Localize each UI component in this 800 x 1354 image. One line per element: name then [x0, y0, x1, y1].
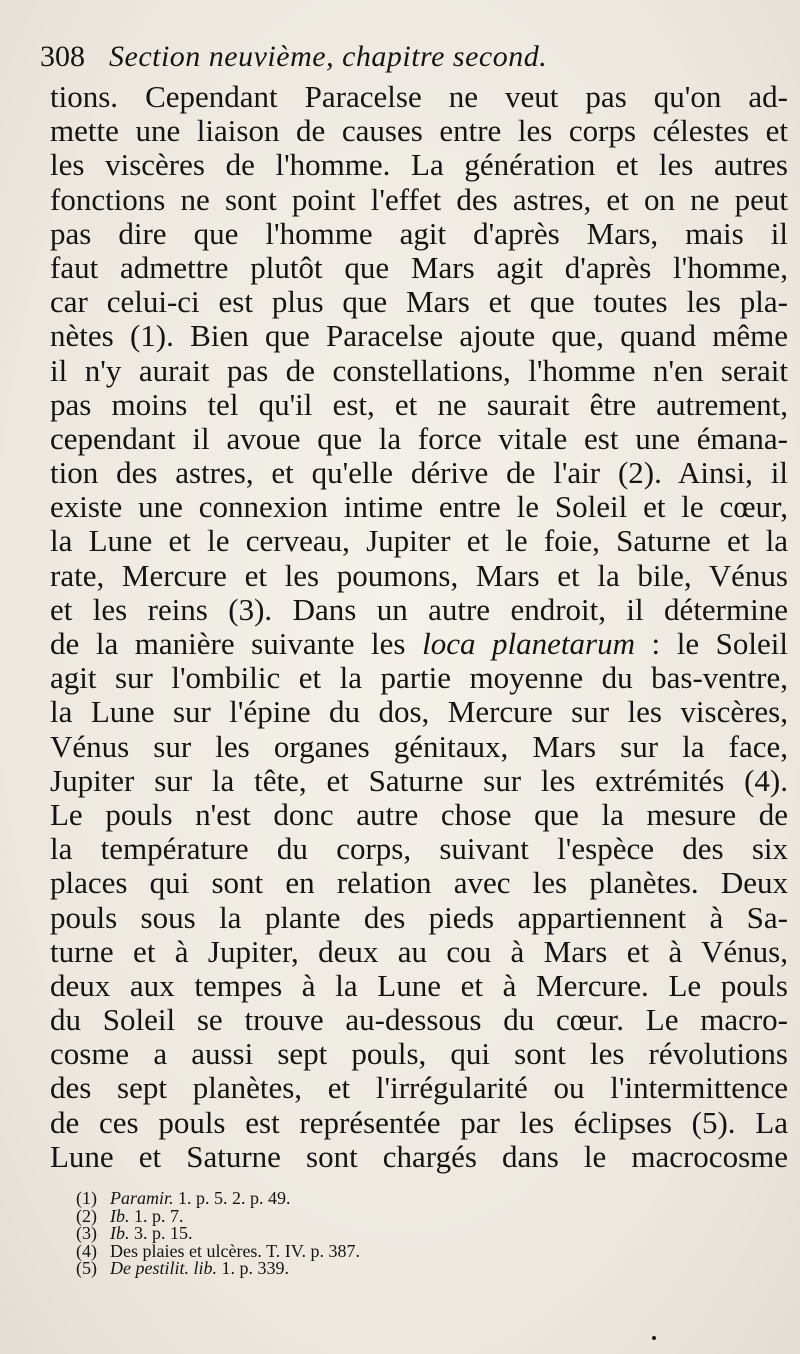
footnote-number: (5)	[76, 1258, 97, 1278]
body-text	[50, 80, 788, 1174]
text-line: agit sur l'ombilic et la partie moyenne du bas-ventre,	[50, 660, 788, 696]
text-line: la Lune sur l'épine du dos, Mercure sur les viscères,	[50, 694, 788, 730]
footnote-reference: Paramir.	[110, 1188, 174, 1208]
footnote-reference: Ib.	[110, 1223, 130, 1243]
text-line: tions. Cependant Paracelse ne veut pas qu'on ad-	[50, 79, 788, 114]
footnote-number: (4)	[76, 1240, 97, 1261]
text-line: Lune et Saturne sont chargés dans le macrocosme	[50, 1138, 788, 1174]
text-line: existe une connexion intime entre le Soleil et le cœur,	[50, 489, 788, 525]
footnote-reference: De pestilit. lib.	[110, 1258, 217, 1278]
text-line: places qui sont en relation avec les planètes. Deux	[50, 865, 788, 901]
text-line: les viscères de l'homme. La génération et les autres	[50, 147, 788, 183]
text-line: Vénus sur les organes génitaux, Mars sur la face,	[50, 728, 788, 764]
footnote	[76, 1260, 576, 1278]
page-header	[40, 40, 780, 84]
text-line: nètes (1). Bien que Paracelse ajoute que, quand même	[50, 318, 788, 354]
text-line: faut admettre plutôt que Mars agit d'après l'homme,	[50, 249, 788, 285]
footnote-number: (2)	[76, 1205, 97, 1226]
text-line: cosme a aussi sept pouls, qui sont les révolutions	[50, 1036, 788, 1072]
text-line: car celui-ci est plus que Mars et que toutes les pla-	[50, 284, 788, 320]
text-line: deux aux tempes à la Lune et à Mercure. Le pouls	[50, 967, 788, 1003]
text-line: la température du corps, suivant l'espèce des six	[50, 831, 788, 867]
footnote-text: 1. p. 5. 2. p. 49.	[173, 1188, 291, 1208]
text-line: mette une liaison de causes entre les corps célestes et	[50, 113, 788, 149]
running-head: Section neuvième, chapitre second.	[109, 40, 548, 73]
text-line: Jupiter sur la tête, et Saturne sur les extrémités (4).	[50, 762, 788, 798]
footnote-reference: Ib.	[110, 1205, 130, 1226]
page-number: 308	[40, 40, 85, 73]
footnote-number: (3)	[76, 1223, 97, 1243]
footnote-text: 1. p. 7.	[129, 1205, 184, 1226]
text-line: cependant il avoue que la force vitale est une émana-	[50, 420, 788, 456]
text-line: pas dire que l'homme agit d'après Mars, mais il	[50, 215, 788, 251]
text-line: et les reins (3). Dans un autre endroit, il détermine	[50, 591, 788, 627]
footnote-text: Des plaies et ulcères. T. IV. p. 387.	[110, 1240, 360, 1261]
text-line: fonctions ne sont point l'effet des astres, et on ne peut	[50, 181, 788, 217]
text-line: Le pouls n'est donc autre chose que la mesure de	[50, 796, 788, 832]
text-line: pouls sous la plante des pieds appartiennent à Sa-	[50, 899, 788, 935]
text-line: du Soleil se trouve au-dessous du cœur. Le macro-	[50, 1002, 788, 1038]
footnote-text: 3. p. 15.	[129, 1223, 193, 1243]
text-line: il n'y aurait pas de constellations, l'homme n'en serait	[50, 352, 788, 388]
text-line: de ces pouls est représentée par les éclipses (5). La	[50, 1104, 788, 1140]
text-line: de la manière suivante les loca planetarum : le Soleil	[50, 626, 789, 661]
text-line: pas moins tel qu'il est, et ne saurait être autrement,	[50, 386, 788, 422]
footnote-text: 1. p. 339.	[217, 1258, 289, 1278]
text-line: rate, Mercure et les poumons, Mars et la bile, Vénus	[50, 557, 788, 593]
text-line: tion des astres, et qu'elle dérive de l'air (2). Ainsi, il	[50, 455, 788, 491]
italic-phrase: loca planetarum	[422, 626, 635, 661]
ink-speck	[652, 1336, 656, 1340]
footnote-number: (1)	[76, 1188, 97, 1208]
text-line: des sept planètes, et l'irrégularité ou l'intermittence	[50, 1070, 788, 1106]
footnotes	[76, 1190, 576, 1278]
text-line: la Lune et le cerveau, Jupiter et le foie, Saturne et la	[50, 523, 788, 559]
text-line: turne et à Jupiter, deux au cou à Mars et à Vénus,	[50, 933, 788, 969]
